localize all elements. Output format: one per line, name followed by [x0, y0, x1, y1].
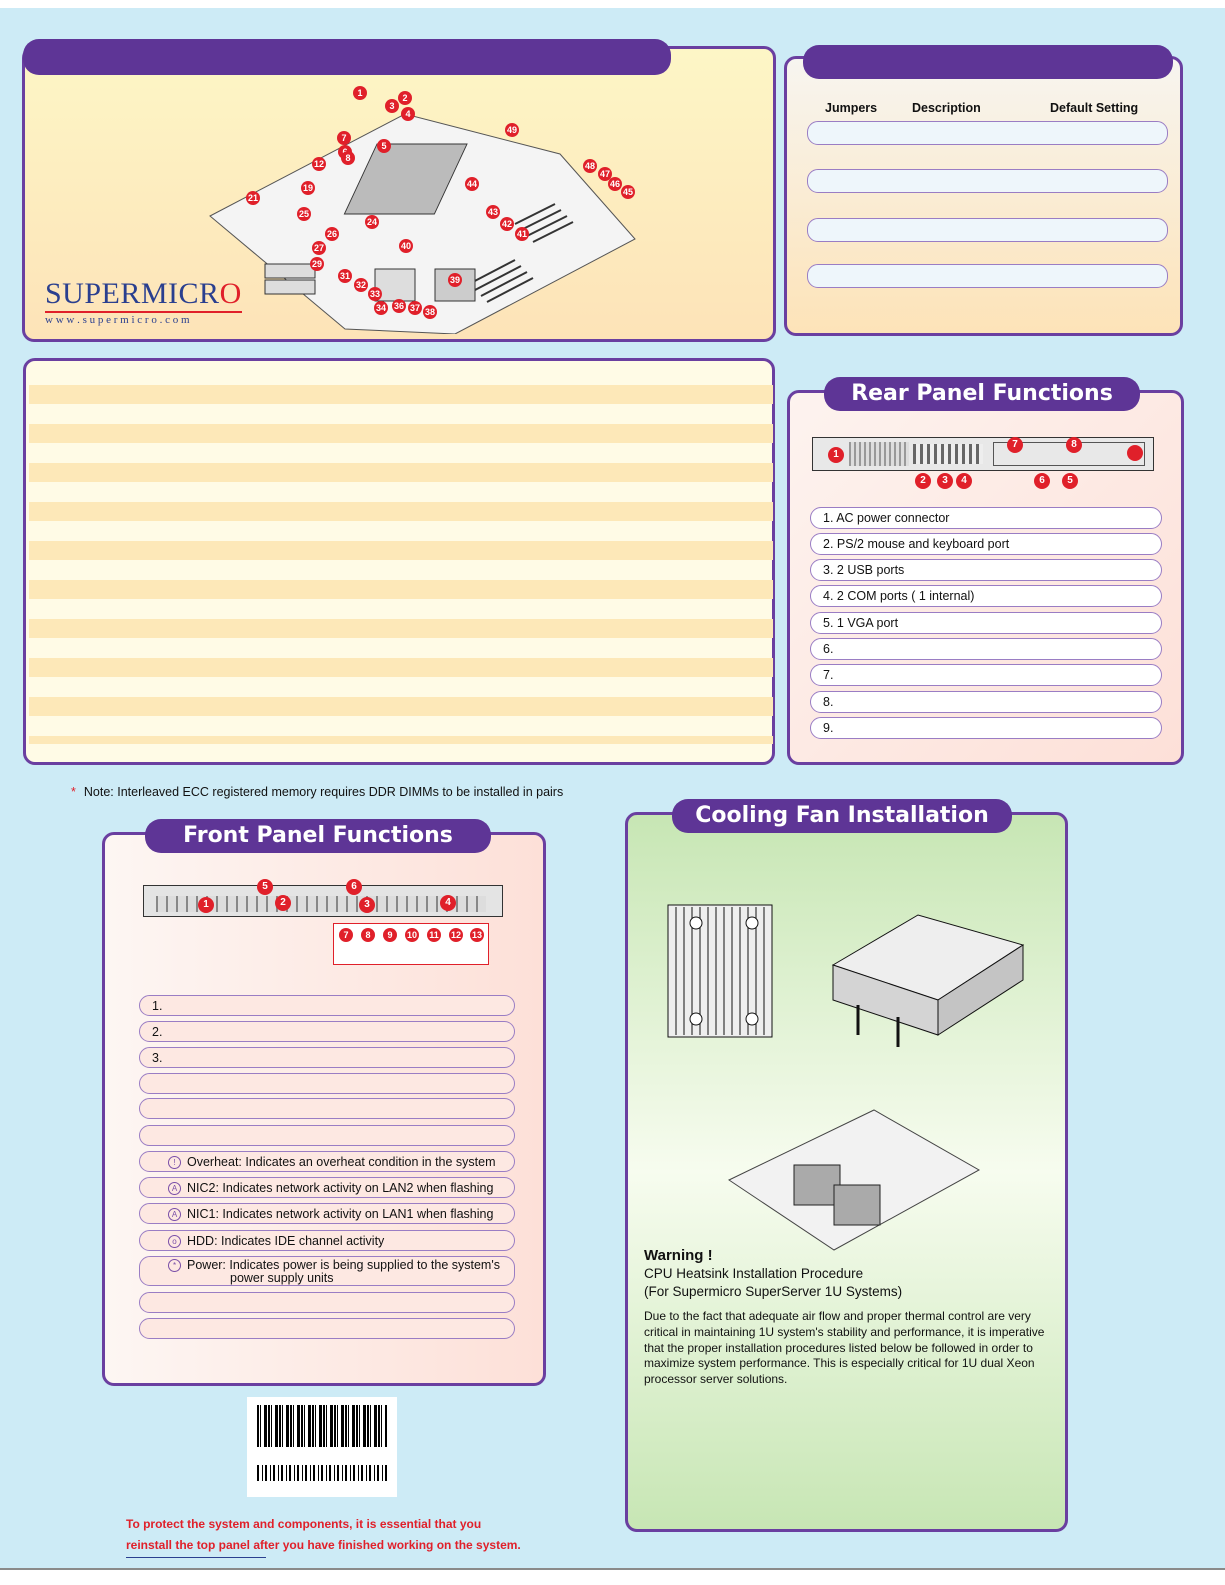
- led-item-text: Overheat: Indicates an overheat condition in the system: [187, 1155, 496, 1169]
- led-callout-12: 12: [450, 930, 461, 940]
- rear-item-2: 2. PS/2 mouse and keyboard port: [810, 533, 1162, 555]
- rear-item-6: 6.: [810, 638, 1162, 660]
- rear-item-8: 8.: [810, 691, 1162, 713]
- callout-badge: 2: [398, 91, 412, 105]
- callout-badge: 33: [369, 289, 380, 299]
- front-item-5: [139, 1098, 515, 1119]
- callout-badge: 12: [313, 159, 324, 169]
- table-stripe: [29, 463, 773, 482]
- jumpers-panel: [784, 56, 1183, 336]
- callout-badge: 3: [385, 99, 399, 113]
- rear-item-5: 5. 1 VGA port: [810, 612, 1162, 634]
- motherboard-header-bar: [23, 39, 671, 75]
- rear-callout-9: [1127, 445, 1143, 461]
- callout-badge: 34: [375, 303, 386, 313]
- led-item-overheat: [139, 1151, 515, 1172]
- led-item-power: [139, 1256, 515, 1286]
- table-stripe: [29, 658, 773, 677]
- callout-badge: 27: [313, 243, 324, 253]
- front-panel-title: Front Panel Functions: [145, 819, 491, 853]
- overheat-icon: !: [168, 1156, 181, 1169]
- cooling-title: Cooling Fan Installation: [672, 799, 1012, 833]
- callout-badge: 47: [599, 169, 610, 179]
- jumper-row: [807, 121, 1168, 145]
- callout-badge: 49: [506, 125, 517, 135]
- supermicro-logo: [45, 279, 242, 326]
- footer-underline: [126, 1557, 266, 1558]
- led-item-hdd: [139, 1230, 515, 1251]
- table-stripe: [29, 424, 773, 443]
- front-item-3: 3.: [139, 1047, 515, 1068]
- logo-url: w w w . s u p e r m i c r o . c o m: [45, 311, 242, 326]
- rear-item-4: 4. 2 COM ports ( 1 internal): [810, 585, 1162, 607]
- led-item-text: Power: Indicates power is being supplied to the system's: [187, 1258, 500, 1272]
- logo-o: O: [219, 277, 242, 310]
- cooling-fan-panel: [625, 803, 1068, 1532]
- front-item-12: [139, 1292, 515, 1313]
- table-stripe: [29, 619, 773, 638]
- jumper-row: [807, 264, 1168, 288]
- rear-chassis-diagram: [812, 437, 1154, 471]
- motherboard-diagram: [205, 84, 645, 334]
- callout-badge: 37: [409, 303, 420, 313]
- table-stripe: [29, 502, 773, 521]
- callout-badge: 31: [339, 271, 350, 281]
- callout-badge: 36: [393, 301, 404, 311]
- callout-badge: 38: [424, 307, 435, 317]
- rear-callout-5: 5: [1062, 473, 1078, 489]
- footer-line-1: To protect the system and components, it is essential that you: [126, 1517, 482, 1531]
- callout-badge: 39: [449, 275, 460, 285]
- striped-table-panel: [23, 358, 775, 765]
- callout-badge: 45: [622, 187, 633, 197]
- warning-subtitle-2: (For Supermicro SuperServer 1U Systems): [644, 1284, 903, 1299]
- warning-body: Due to the fact that adequate air flow and proper thermal control are very critical in maintaining 1U system's stability and performance, it is imperative that the proper installation procedures listed below be followed in order to maximize system performance. This is especially critical for 1U dual Xeon processor server solutions.: [644, 1309, 1045, 1387]
- note-star: *: [71, 785, 76, 799]
- front-panel-section: [102, 823, 546, 1386]
- jumpers-header-bar: [803, 45, 1173, 79]
- network-icon: A: [168, 1208, 181, 1221]
- power-icon: *: [168, 1259, 181, 1272]
- led-item-nic2: [139, 1177, 515, 1198]
- rear-item-1: 1. AC power connector: [810, 507, 1162, 529]
- rear-callout-4: 4: [956, 473, 972, 489]
- barcode: [247, 1397, 397, 1497]
- table-stripe: [29, 541, 773, 560]
- logo-text: SUPERMICR: [45, 277, 220, 310]
- callout-badge: 32: [355, 280, 366, 290]
- front-item-1: 1.: [139, 995, 515, 1016]
- footer-line-2: reinstall the top panel after you have finished working on the system.: [126, 1538, 521, 1552]
- hdd-icon: o: [168, 1235, 181, 1248]
- jumper-row: [807, 169, 1168, 193]
- bottom-rule: [0, 1568, 1225, 1570]
- default-setting-col-header: Default Setting: [1050, 101, 1139, 115]
- table-stripe: [29, 697, 773, 716]
- callout-badge: 5: [377, 139, 391, 153]
- rear-item-7: 7.: [810, 664, 1162, 686]
- motherboard-heatsinks-view: [724, 1105, 984, 1255]
- description-col-header: Description: [912, 101, 981, 115]
- front-callout-4: 4: [440, 895, 456, 911]
- rear-callout-1: 1: [828, 447, 844, 463]
- rear-callout-2: 2: [915, 473, 931, 489]
- table-stripe: [29, 580, 773, 599]
- callout-badge: 4: [401, 107, 415, 121]
- warning-title: Warning !: [644, 1247, 713, 1264]
- front-callout-2: 2: [275, 895, 291, 911]
- led-item-nic1: [139, 1203, 515, 1224]
- rear-panel-section: [787, 381, 1184, 765]
- callout-badge: 25: [298, 209, 309, 219]
- callout-badge: 19: [302, 183, 313, 193]
- front-callout-1: 1: [198, 897, 214, 913]
- front-item-6: [139, 1125, 515, 1146]
- heatsink-3d-view: [828, 905, 1028, 1055]
- callout-badge: 8: [341, 151, 355, 165]
- front-item-13: [139, 1318, 515, 1339]
- jumpers-col-header: Jumpers: [825, 101, 878, 115]
- callout-badge: 1: [353, 86, 367, 100]
- callout-badge: 43: [487, 207, 498, 217]
- callout-badge: 41: [516, 229, 527, 239]
- rear-callout-7: 7: [1007, 437, 1023, 453]
- callout-badge: 42: [501, 219, 512, 229]
- led-item-text: HDD: Indicates IDE channel activity: [187, 1234, 385, 1248]
- front-callout-5: 5: [257, 879, 273, 895]
- table-stripe: [29, 385, 773, 404]
- motherboard-panel: [22, 46, 776, 342]
- front-item-2: 2.: [139, 1021, 515, 1042]
- front-callout-6: 6: [346, 879, 362, 895]
- rear-callout-6: 6: [1034, 473, 1050, 489]
- jumper-row: [807, 218, 1168, 242]
- led-callout-8: 8: [361, 928, 375, 942]
- front-item-4: [139, 1073, 515, 1094]
- callout-badge: 7: [337, 131, 351, 145]
- led-item-text: NIC2: Indicates network activity on LAN2 when flashing: [187, 1181, 494, 1195]
- front-callout-3: 3: [359, 897, 375, 913]
- heatsink-top-view: [666, 903, 776, 1043]
- callout-badge: 24: [366, 217, 377, 227]
- led-callout-7: 7: [339, 928, 353, 942]
- led-callout-11: 11: [427, 928, 441, 942]
- memory-note: [71, 785, 563, 799]
- rear-callout-8: 8: [1066, 437, 1082, 453]
- callout-badge: 44: [466, 179, 477, 189]
- warning-subtitle-1: CPU Heatsink Installation Procedure: [644, 1266, 864, 1281]
- led-legend-box: [333, 923, 489, 965]
- network-icon: A: [168, 1182, 181, 1195]
- note-text: Note: Interleaved ECC registered memory requires DDR DIMMs to be installed in pairs: [83, 785, 564, 799]
- led-callout-13: 13: [471, 930, 482, 940]
- callout-badge: 29: [311, 259, 322, 269]
- led-callout-9: 9: [383, 928, 397, 942]
- led-callout-10: 10: [406, 930, 417, 940]
- callout-badge: 26: [326, 229, 337, 239]
- footer-warning: [126, 1514, 521, 1556]
- led-item-text: NIC1: Indicates network activity on LAN1 when flashing: [187, 1207, 494, 1221]
- callout-badge: 40: [400, 241, 411, 251]
- callout-badge: 48: [584, 161, 595, 171]
- callout-badge: 21: [247, 193, 258, 203]
- rear-item-9: 9.: [810, 717, 1162, 739]
- rear-panel-title: Rear Panel Functions: [824, 377, 1140, 411]
- rear-item-3: 3. 2 USB ports: [810, 559, 1162, 581]
- led-item-text-cont: power supply units: [230, 1271, 334, 1286]
- table-stripe: [29, 736, 773, 744]
- callout-badge: 46: [609, 179, 620, 189]
- rear-callout-3: 3: [937, 473, 953, 489]
